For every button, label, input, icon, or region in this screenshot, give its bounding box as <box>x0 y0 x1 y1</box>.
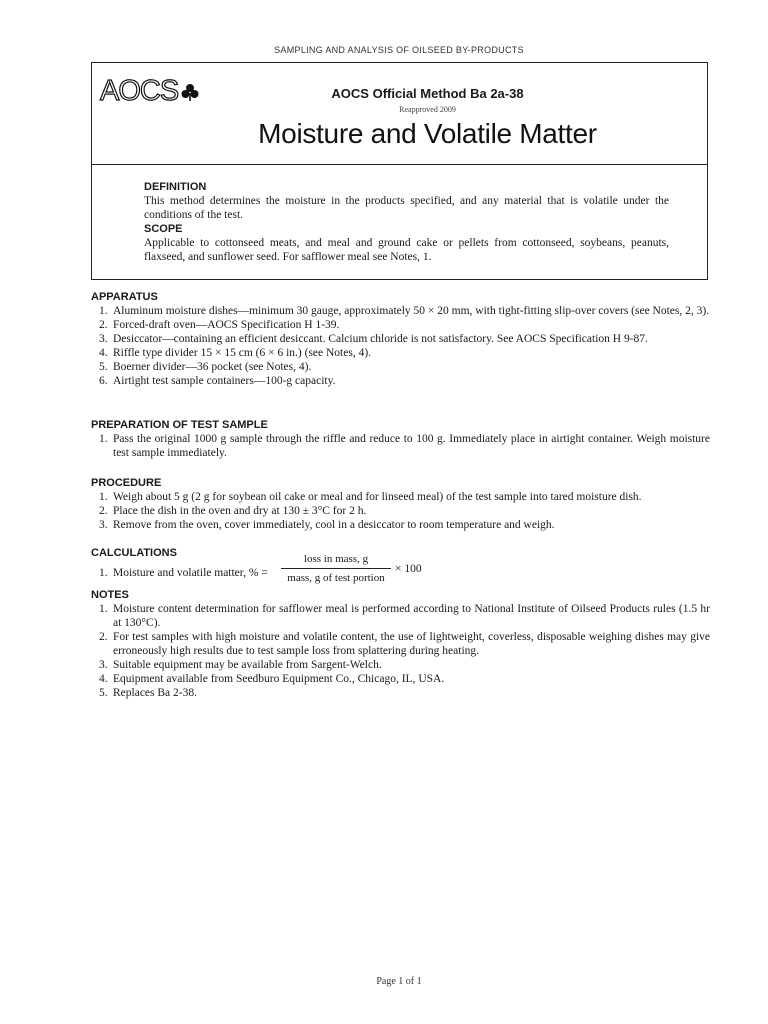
formula-label: Moisture and volatile matter, % = <box>113 567 268 579</box>
formula-denominator: mass, g of test portion <box>287 572 385 584</box>
procedure-heading: PROCEDURE <box>91 477 162 489</box>
definition-box <box>91 164 708 280</box>
list-item: 4. Equipment available from Seedburo Equipment Co., Chicago, IL, USA. <box>99 673 445 685</box>
page-number: Page 1 of 1 <box>376 976 422 987</box>
list-item: 3. Suitable equipment may be available from Sargent-Welch. <box>99 659 382 671</box>
calculation-formula: 1. Moisture and volatile matter, % = loss in mass, g mass, g of test portion × 100 <box>99 553 422 584</box>
list-item: 5. Replaces Ba 2-38. <box>99 687 197 699</box>
apparatus-section <box>91 290 710 388</box>
list-item: 1. Weigh about 5 g (2 g for soybean oil cake or meal and for linseed meal) of the test sample into tared moisture dish. <box>99 491 642 503</box>
calculations-heading: CALCULATIONS <box>91 547 177 559</box>
formula-multiplier: × 100 <box>395 563 422 575</box>
list-item: 2. For test samples with high moisture and volatile content, the use of lightweight, coverless, disposable weighing dishes may give erroneously high results due to test sample loss from splattering during heating. <box>99 631 710 657</box>
list-item: 4. Riffle type divider 15 × 15 cm (6 × 6 in.) (see Notes, 4). <box>99 347 372 359</box>
list-item: 6. Airtight test sample containers—100-g capacity. <box>99 375 336 387</box>
logo-text: AOCS <box>100 75 179 107</box>
notes-section <box>91 588 710 700</box>
list-item: 1. Aluminum moisture dishes—minimum 30 gauge, approximately 50 × 20 mm, with tight-fitting slip-over covers (see Notes, 2, 3). <box>99 305 710 317</box>
formula-numerator: loss in mass, g <box>281 552 391 569</box>
scope-heading: SCOPE <box>144 223 183 235</box>
list-item: 2. Place the dish in the oven and dry at 130 ± 3°C for 2 h. <box>99 505 367 517</box>
list-item: 2. Forced-draft oven—AOCS Specification H 1-39. <box>99 319 340 331</box>
apparatus-heading: APPARATUS <box>91 291 158 303</box>
list-item: 3. Desiccator—containing an efficient desiccant. Calcium chloride is not satisfactory. See AOCS Specification H 9-87. <box>99 333 648 345</box>
definition-text: This method determines the moisture in the products specified, and any material that is volatile under the conditions of the test. <box>144 195 669 221</box>
notes-heading: NOTES <box>91 589 129 601</box>
preparation-heading: PREPARATION OF TEST SAMPLE <box>91 419 268 431</box>
page-title: Moisture and Volatile Matter <box>258 118 597 149</box>
preparation-section <box>91 418 710 460</box>
scope-text: Applicable to cottonseed meats, and meal and ground cake or pellets from cottonseed, soybeans, peanuts, flaxseed, and sunflower seed. For safflower meal see Notes, 1. <box>144 237 669 263</box>
list-item: 1. Pass the original 1000 g sample through the riffle and reduce to 100 g. Immediately place in airtight container. Weigh moisture test sample immediately. <box>99 433 710 459</box>
procedure-section <box>91 476 710 532</box>
list-item: 1. Moisture content determination for safflower meal is performed according to National Institute of Oilseed Products rules (1.5 hr at 130°C). <box>99 603 710 629</box>
running-head: SAMPLING AND ANALYSIS OF OILSEED BY-PRODUCTS <box>274 45 524 55</box>
method-number: AOCS Official Method Ba 2a-38 <box>331 86 524 101</box>
calculations-section <box>91 546 710 588</box>
list-item: 5. Boerner divider—36 pocket (see Notes, 4). <box>99 361 312 373</box>
method-header-box <box>91 62 708 165</box>
formula-fraction <box>281 552 391 585</box>
list-item: 3. Remove from the oven, cover immediately, cool in a desiccator to room temperature and weigh. <box>99 519 555 531</box>
reapproved-date: Reapproved 2009 <box>399 105 456 114</box>
definition-heading: DEFINITION <box>144 181 207 193</box>
